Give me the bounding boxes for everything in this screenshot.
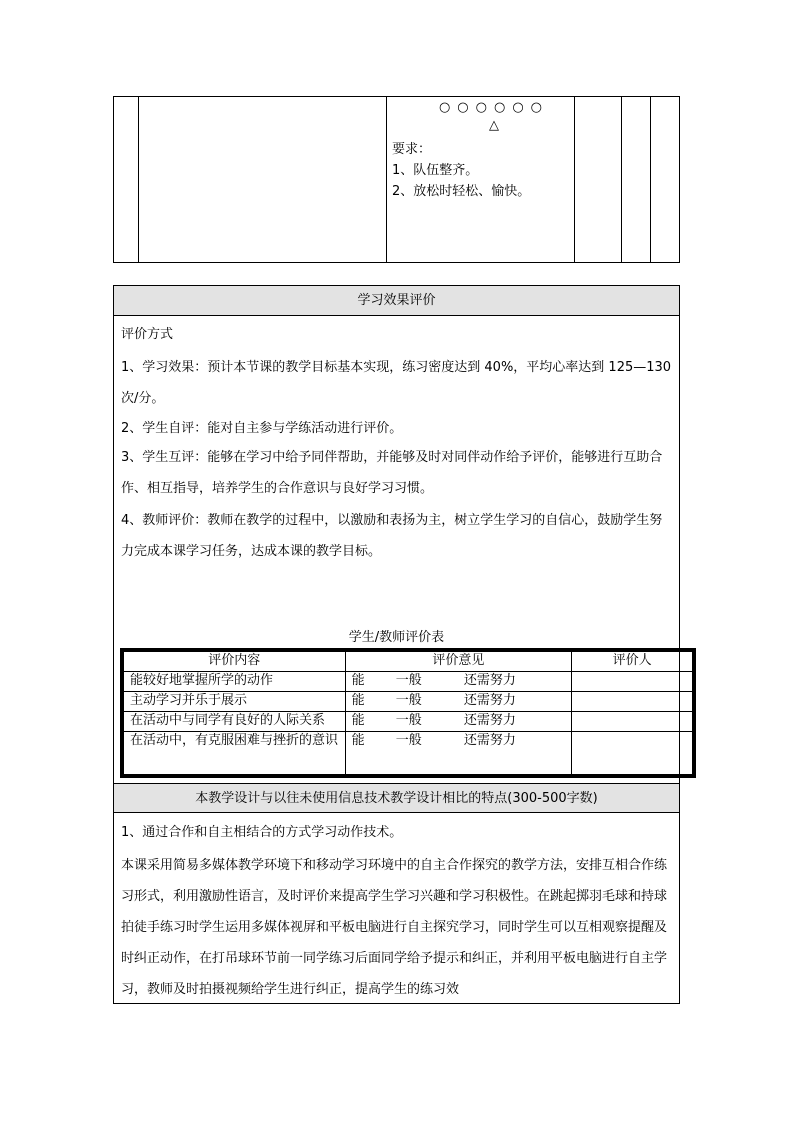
evaluation-method-title: 评价方式: [121, 327, 174, 342]
requirement-item: 2、放松时轻松、愉快。: [392, 184, 531, 199]
row-content: 主动学习并乐于展示: [124, 692, 346, 712]
column-divider: [386, 97, 387, 262]
table-row: [124, 712, 693, 732]
column-divider: [621, 97, 622, 262]
option-needs-effort: 还需努力: [463, 713, 516, 728]
header-evaluator: 评价人: [572, 652, 693, 672]
table-row: [124, 732, 693, 775]
requirements: [392, 139, 530, 202]
row-options: [345, 732, 572, 775]
option-average: 一般: [395, 693, 422, 708]
requirement-item: 1、队伍整齐。: [392, 163, 479, 178]
option-yes: 能: [351, 713, 365, 728]
option-yes: 能: [351, 673, 365, 688]
option-average: 一般: [395, 733, 422, 748]
rating-table: [120, 648, 696, 778]
rating-table-header: [124, 652, 693, 672]
comparison-point-1: 1、通过合作和自主相结合的方式学习动作技术。: [121, 825, 403, 840]
formation-triangle: △: [489, 118, 499, 133]
option-yes: 能: [351, 733, 365, 748]
column-divider: [574, 97, 575, 262]
option-yes: 能: [351, 693, 365, 708]
option-needs-effort: 还需努力: [463, 733, 516, 748]
row-evaluator: [572, 732, 693, 775]
evaluation-item-4: 4、教师评价：教师在教学的过程中，以激励和表扬为主，树立学生学习的自信心，鼓励学生努力完成本课学习任务，达成本课的教学目标。: [121, 513, 663, 559]
row-evaluator: [572, 692, 693, 712]
evaluation-item-2: 2、学生自评：能对自主参与学练活动进行评价。: [121, 421, 403, 436]
requirements-title: 要求：: [392, 142, 432, 157]
option-needs-effort: 还需努力: [463, 693, 516, 708]
evaluation-item-1: 1、学习效果：预计本节课的教学目标基本实现，练习密度达到 40%，平均心率达到 125—130 次/分。: [121, 360, 672, 406]
top-lesson-table: [113, 96, 680, 263]
rating-table-caption: 学生/教师评价表: [348, 630, 445, 645]
table-row: [124, 672, 693, 692]
column-divider: [650, 97, 651, 262]
row-content: 在活动中与同学有良好的人际关系: [124, 712, 346, 732]
option-needs-effort: 还需努力: [463, 673, 516, 688]
option-average: 一般: [395, 713, 422, 728]
comparison-body: 本课采用简易多媒体教学环境下和移动学习环境中的自主合作探究的教学方法，安排互相合作练习形式，利用激励性语言，及时评价来提高学生学习兴趣和学习积极性。在跳起掷羽毛球和持球拍徒手练习时学生运用多媒体视屏和平板电脑进行自主探究学习，同时学生可以互相观察提醒及时纠正动作，在打吊球环节前一同学练习后面同学给予提示和纠正，并利用平板电脑进行自主学习，教师及时拍摄视频给学生进行纠正，提高学生的练习效: [121, 858, 668, 997]
evaluation-section: [113, 285, 680, 1004]
table-row: [124, 692, 693, 712]
formation-diagram: [414, 99, 574, 135]
option-average: 一般: [395, 673, 422, 688]
row-options: [345, 712, 572, 732]
row-options: [345, 692, 572, 712]
row-content: 能较好地掌握所学的动作: [124, 672, 346, 692]
evaluation-item-3: 3、学生互评：能够在学习中给予同伴帮助，并能够及时对同伴动作给予评价，能够进行互助合作、相互指导，培养学生的合作意识与良好学习习惯。: [121, 450, 663, 496]
row-evaluator: [572, 672, 693, 692]
row-evaluator: [572, 712, 693, 732]
row-content: 在活动中，有克服困难与挫折的意识: [124, 732, 346, 775]
comparison-header: 本教学设计与以往未使用信息技术教学设计相比的特点(300-500字数): [114, 783, 679, 813]
header-opinion: 评价意见: [345, 652, 572, 672]
column-divider: [138, 97, 139, 262]
header-content: 评价内容: [124, 652, 346, 672]
row-options: [345, 672, 572, 692]
formation-circles: ○○○○○○: [438, 100, 550, 115]
evaluation-header: 学习效果评价: [114, 286, 679, 316]
